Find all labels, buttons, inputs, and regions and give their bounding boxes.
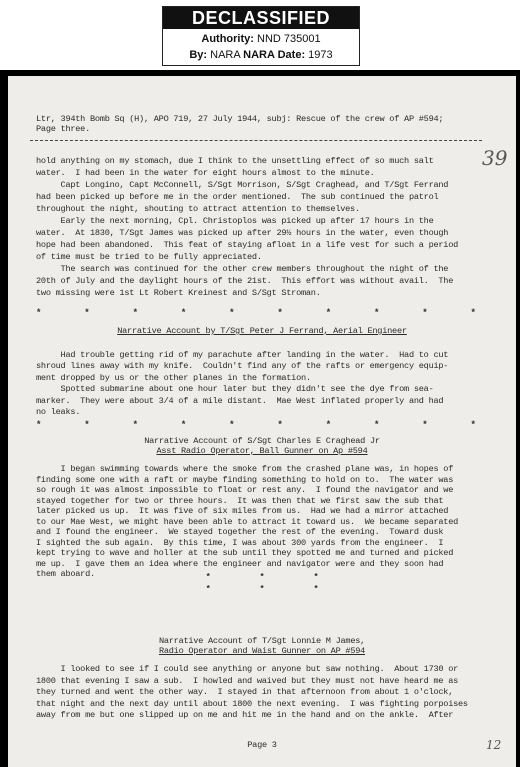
text-line: ment dropped by us or the other planes in the formation. [36,372,311,383]
text-line: finding some one with a raft or maybe finding something to hold on to. The water was [36,474,454,485]
text-line: me up. I gave them an idea where the engineer and navigator were and they soon had [36,558,444,569]
document-page [8,76,516,767]
text-line: them aboard. [36,569,95,579]
text-line: throughout the night, shouting to attract attention to themselves. [36,204,360,214]
text-line: shroud lines away with my knife. Couldn't find any of the rafts or emergency equip- [36,361,449,372]
text-line: Early the next morning, Cpl. Christoplos was picked up after 17 hours in the [36,216,434,226]
text-line: 1800 that evening I saw a sub. I howled and waived but they must not have heard me as [36,675,459,686]
page-number: Page 3 [247,740,277,750]
margin-page-number: 39 [482,146,508,170]
header-separator [30,140,482,141]
text-line: I looked to see if I could see anything or anyone but saw nothing. About 1730 or [36,664,459,674]
text-line: Had trouble getting rid of my parachute after landing in the water. Had to cut [36,350,449,360]
text-line: kept trying to wave and holler at the sub until they spotted me and turned and picked [36,548,454,558]
text-line: hope had been abandoned. This feat of staying afloat in a life vest for such a period [36,240,459,250]
star-divider: * * * * * * * * * * [36,420,476,430]
letter-header-line-2: Page three. [36,124,90,134]
heading-james-line-2: Radio Operator and Waist Gunner on AP #594 [158,646,366,656]
text-line: away from me but one slipped up on me and hit me in the hand and on the ankle. After [36,710,454,720]
letter-header-line-1: Ltr, 394th Bomb Sq (H), APO 719, 27 July 1944, subj: Rescue of the crew of AP #594; [36,114,444,124]
text-line: The search was continued for the other crew members throughout the night of the [36,264,449,274]
heading-craghead-line-1: Narrative Account of S/Sgt Charles E Craghead Jr [144,436,380,446]
heading-james-line-1: Narrative Account of T/Sgt Lonnie M James, [158,636,366,646]
heading-ferrand: Narrative Account by T/Sgt Peter J Ferrand, Aerial Engineer [117,326,407,336]
star-divider-short: * * * [205,572,319,582]
corner-annotation: 12 [486,738,502,752]
star-divider: * * * * * * * * * * [36,308,476,318]
stamp-by-date: By: NARA NARA Date: 1973 [189,49,333,61]
star-divider-short: * * * [205,584,319,594]
text-line: stayed together for two or three hours. It was then that we first saw the sub that [36,495,444,506]
declassified-stamp [162,6,360,66]
declassification-header [0,0,520,70]
text-line: Spotted submarine about one hour later but they didn't see the dye from sea- [36,384,434,395]
text-line: to our Mae West, we might have been able to attract it toward us. We became separated [36,516,459,527]
text-line: hold anything on my stomach, due I think to the unsettling effect of so much salt [36,156,434,166]
text-line: they turned and went the other way. I stayed in that afternoon from about 1 o'clock, [36,687,454,697]
text-line: so rough it was almost impossible to float or rest any. I found the navigator and we [36,485,454,495]
text-line: that night and the next day until about 1800 the next evening. I was fighting porpoises [36,698,468,709]
text-line: water. At 1830, T/Sgt James was picked up after 29½ hours in the water, even though [36,228,449,238]
text-line: no leaks. [36,407,81,417]
text-line: of time must be tried to be fully appreciated. [36,252,262,262]
text-line: water. I had been in the water for eight hours almost to the minute. [36,168,375,178]
text-line: had been picked up before me in the order mentioned. The sub continued the patrol [36,192,439,202]
text-line: I began swimming towards where the smoke from the crashed plane was, in hopes of [36,464,454,474]
text-line: Capt Longino, Capt McConnell, S/Sgt Morrison, S/Sgt Craghead, and T/Sgt Ferrand [36,180,449,190]
stamp-authority: Authority: NND 735001 [201,33,321,45]
text-line: later picked us up. It was five of six miles from us. Had we had a mirror attached [36,506,449,516]
text-line: two missing were 1st Lt Robert Kreinest and S/Sgt Stroman. [36,288,321,298]
text-line: 20th of July and the daylight hours of the 21st. This effort was without avail. The [36,276,454,286]
stamp-title: DECLASSIFIED [163,7,359,29]
text-line: and I found the engineer. We stayed together the rest of the evening. Toward dusk [36,527,444,537]
text-line: marker. They were about 3/4 of a mile distant. Mae West inflated properly and had [36,395,444,406]
text-line: I sighted the sub again. By this time, I was about 300 yards from the engineer. I [36,537,444,548]
heading-craghead-line-2: Asst Radio Operator, Ball Gunner on Ap #594 [156,446,368,456]
